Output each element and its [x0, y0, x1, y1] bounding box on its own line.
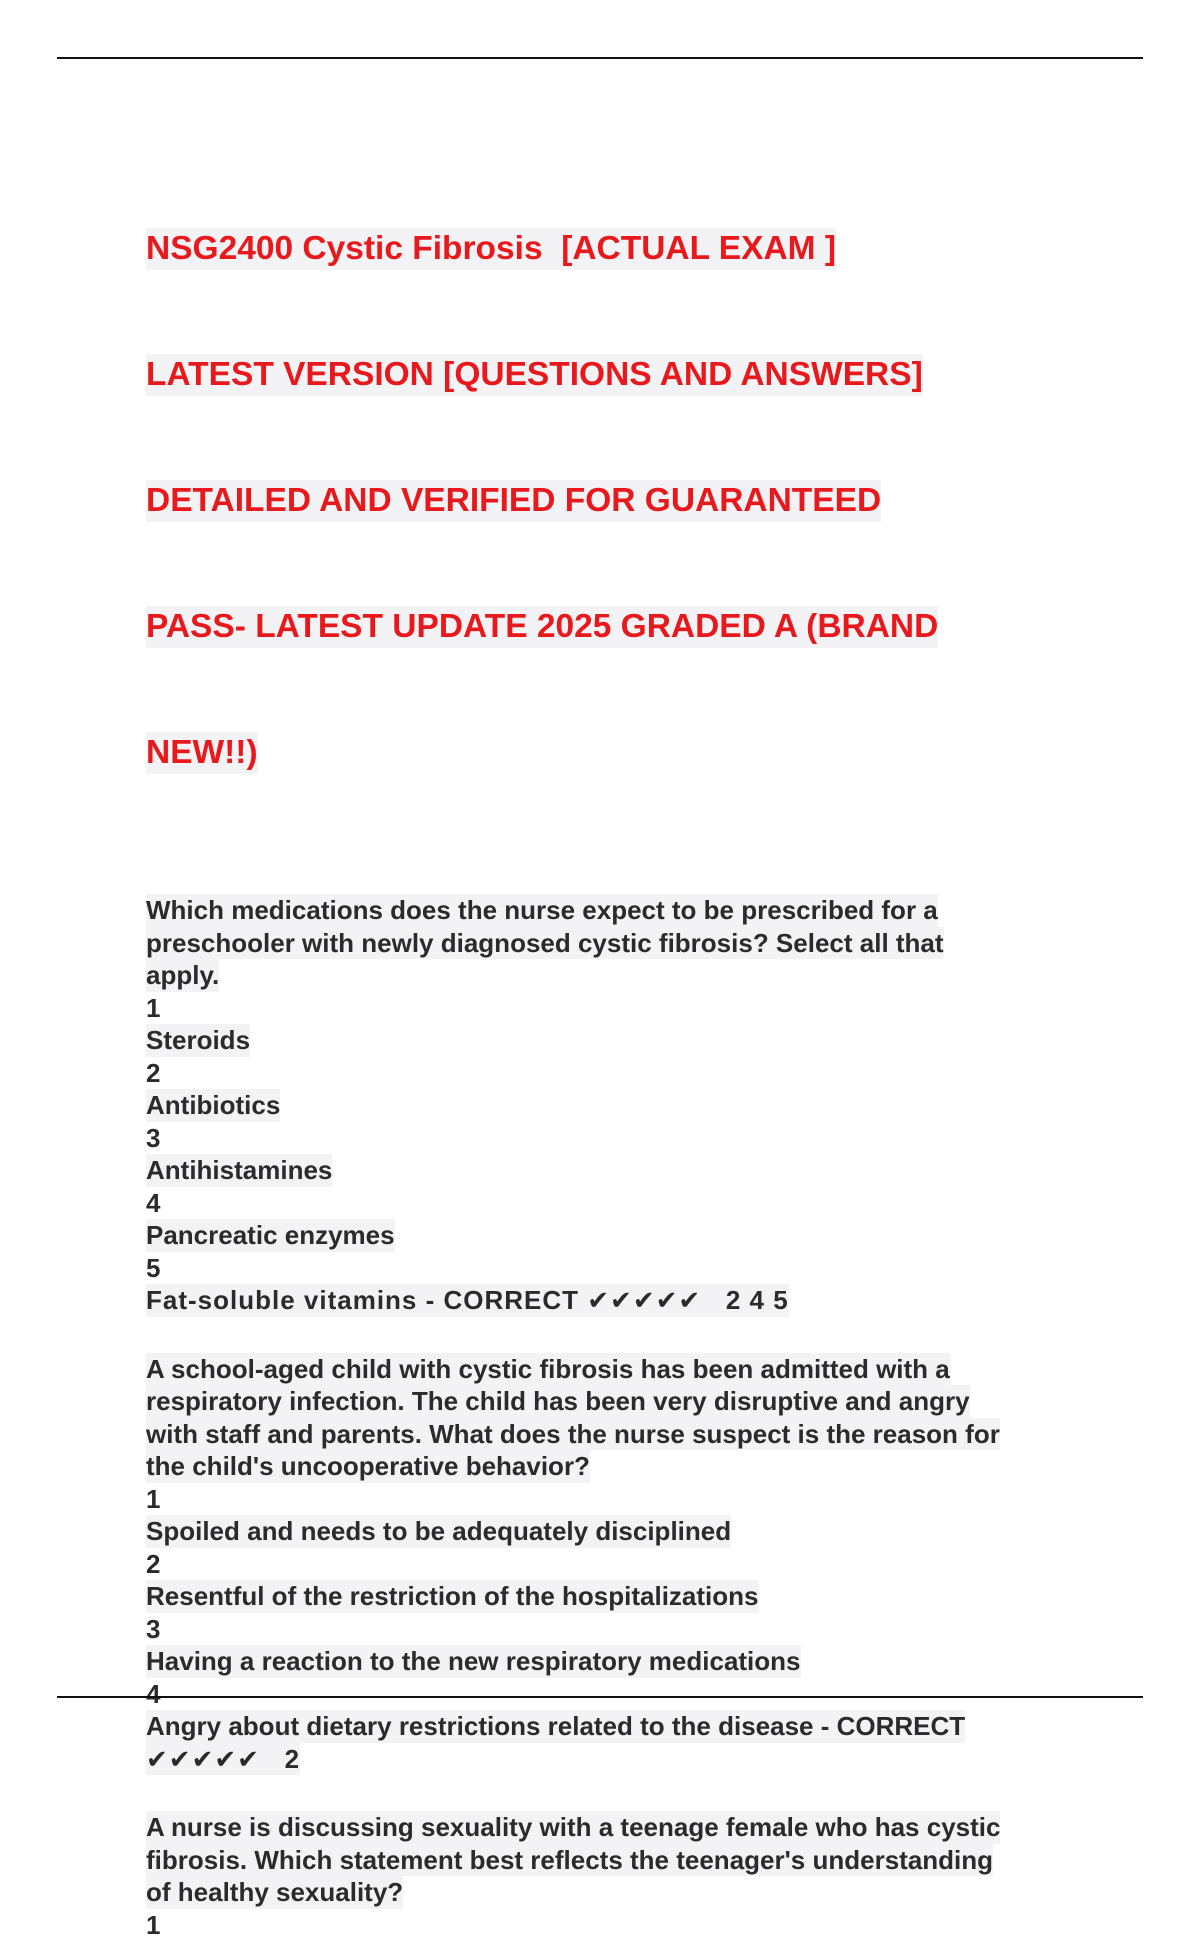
- option-number: 3: [146, 1613, 160, 1646]
- answer-line: Fat-soluble vitamins - CORRECT ✔✔✔✔✔ 2 4 5: [146, 1284, 789, 1317]
- question-block-1: [146, 894, 1086, 1317]
- option-number: 2: [146, 1057, 160, 1090]
- option-text: Spoiled and needs to be adequately disciplined: [146, 1515, 731, 1548]
- question-text-line: preschooler with newly diagnosed cystic fibrosis? Select all that: [146, 927, 944, 960]
- question-text-line: fibrosis. Which statement best reflects the teenager's understanding: [146, 1844, 993, 1877]
- question-text-line: respiratory infection. The child has been very disruptive and angry: [146, 1385, 970, 1418]
- answer-line: ✔✔✔✔✔ 2: [146, 1743, 300, 1776]
- option-number: 1: [146, 992, 160, 1025]
- option-number: 4: [146, 1187, 160, 1220]
- question-text-line: apply.: [146, 959, 219, 992]
- title-line: LATEST VERSION [QUESTIONS AND ANSWERS]: [146, 354, 923, 396]
- footer-rule: [57, 1696, 1143, 1698]
- option-text: Steroids: [146, 1024, 250, 1057]
- title-line: DETAILED AND VERIFIED FOR GUARANTEED: [146, 480, 881, 522]
- option-text: Resentful of the restriction of the hospitalizations: [146, 1580, 759, 1613]
- question-text-line: with staff and parents. What does the nurse suspect is the reason for: [146, 1418, 1000, 1451]
- option-number: 4: [146, 1678, 160, 1711]
- option-number: 5: [146, 1252, 160, 1285]
- option-text: Antibiotics: [146, 1089, 280, 1122]
- option-number: 1: [146, 1483, 160, 1516]
- question-text-line: A nurse is discussing sexuality with a teenage female who has cystic: [146, 1811, 1000, 1844]
- header-rule: [57, 57, 1143, 59]
- title-line: PASS- LATEST UPDATE 2025 GRADED A (BRAND: [146, 606, 938, 648]
- document-body: [146, 144, 1086, 1941]
- title-line: NSG2400 Cystic Fibrosis [ACTUAL EXAM ]: [146, 228, 836, 270]
- option-number: 1: [146, 1909, 160, 1941]
- question-text-line: the child's uncooperative behavior?: [146, 1450, 590, 1483]
- question-text-line: of healthy sexuality?: [146, 1876, 403, 1909]
- question-block-3: [146, 1811, 1086, 1941]
- question-text-line: A school-aged child with cystic fibrosis has been admitted with a: [146, 1353, 950, 1386]
- question-block-2: [146, 1353, 1086, 1776]
- option-number: 2: [146, 1548, 160, 1581]
- option-text: Having a reaction to the new respiratory medications: [146, 1645, 801, 1678]
- title-line: NEW!!): [146, 732, 258, 774]
- document-title: [146, 144, 1086, 858]
- option-text: Angry about dietary restrictions related to the disease - CORRECT: [146, 1710, 965, 1743]
- option-number: 3: [146, 1122, 160, 1155]
- option-text: Pancreatic enzymes: [146, 1219, 395, 1252]
- question-text-line: Which medications does the nurse expect to be prescribed for a: [146, 894, 938, 927]
- option-text: Antihistamines: [146, 1154, 332, 1187]
